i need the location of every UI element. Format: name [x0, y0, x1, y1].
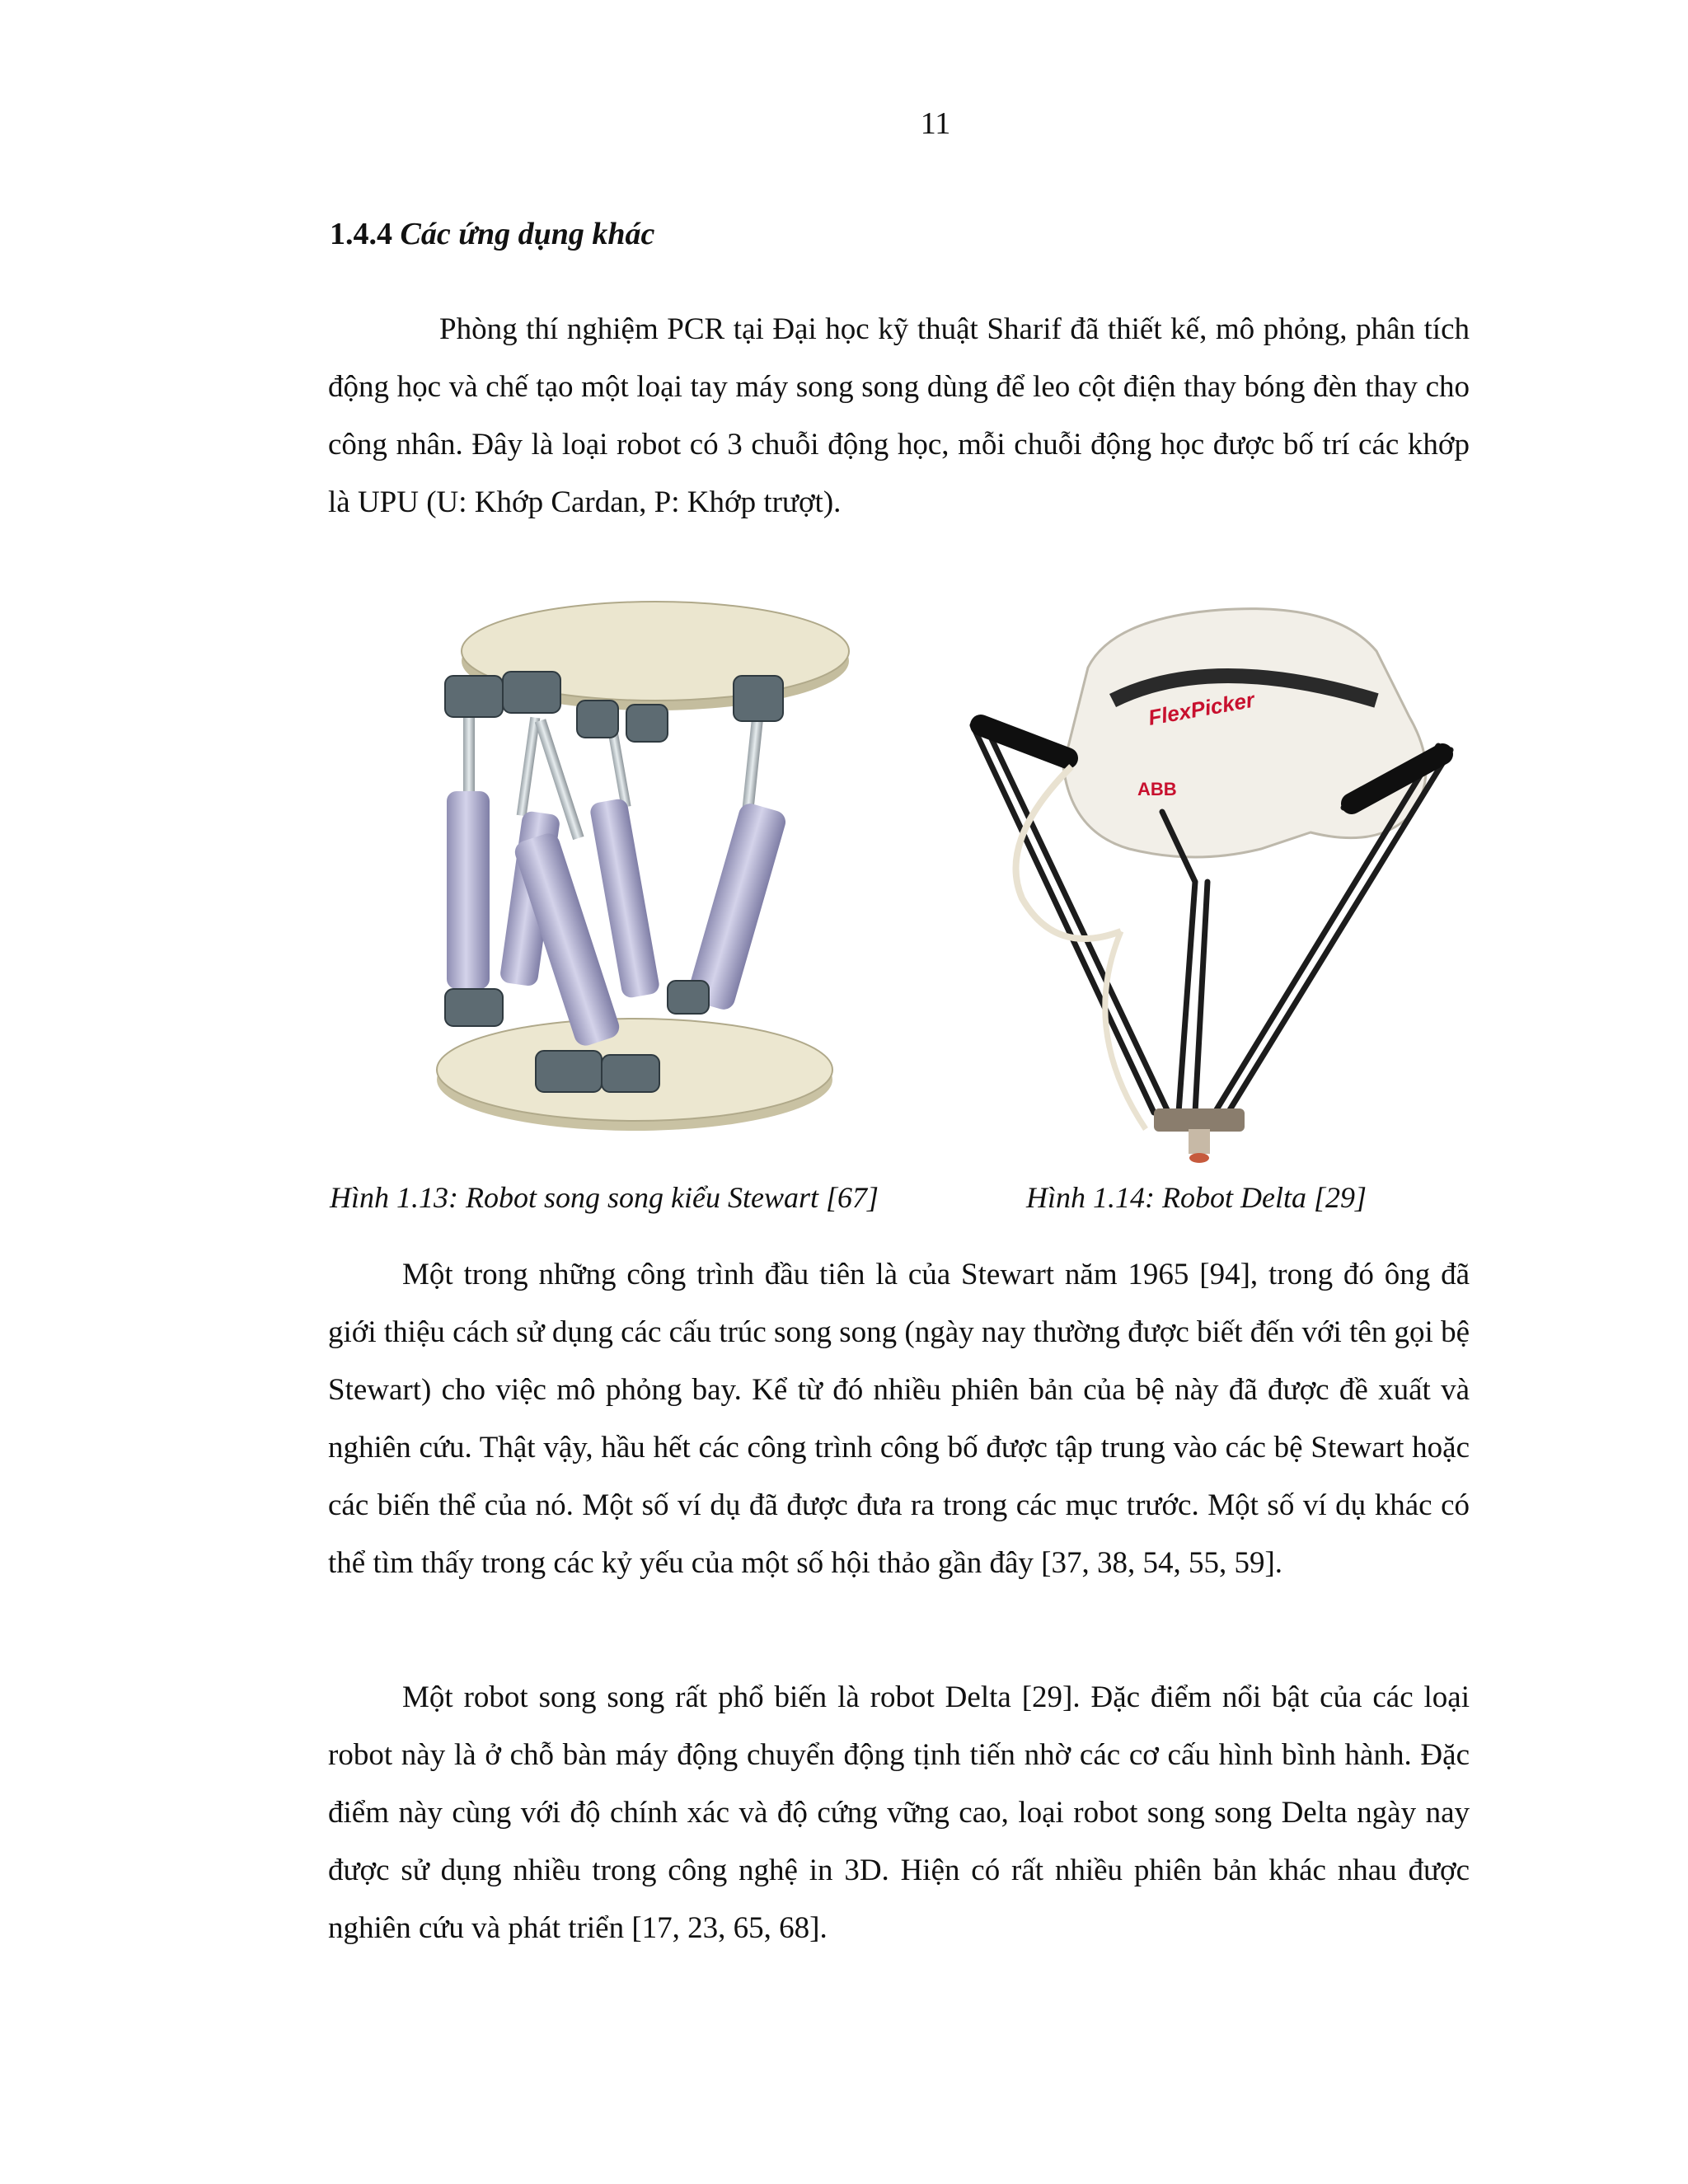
figure-caption-delta: Hình 1.14: Robot Delta [29]	[1026, 1181, 1367, 1214]
section-title: Các ứng dụng khác	[400, 217, 655, 251]
section-number: 1.4.4	[330, 217, 392, 251]
section-heading	[330, 216, 654, 252]
paragraph-stewart: Một trong những công trình đầu tiên là của Stewart năm 1965 [94], trong đó ông đã giới thiệu cách sử dụng các cấu trúc song song (ngày nay thường được biết đến với tên gọi bệ Stewart) cho việc mô phỏng bay. Kể từ đó nhiều phiên bản của bệ này đã được đề xuất và nghiên cứu. Thật vậy, hầu hết các công trình công bố được tập trung vào các bệ Stewart hoặc các biến thể của nó. Một số ví dụ đã được đưa ra trong các mục trước. Một số ví dụ khác có thể tìm thấy trong các kỷ yếu của một số hội thảo gần đây [37, 38, 54, 55, 59].	[328, 1258, 1470, 1580]
paragraph-delta: Một robot song song rất phổ biến là robot Delta [29]. Đặc điểm nổi bật của các loại robot này là ở chỗ bàn máy động chuyển động tịnh tiến nhờ các cơ cấu hình bình hành. Đặc điểm này cùng với độ chính xác và độ cứng vững cao, loại robot song song Delta ngày nay được sử dụng nhiều trong công nghệ in 3D. Hiện có rất nhiều phiên bản khác nhau được nghiên cứu và phát triển [17, 23, 65, 68].	[328, 1680, 1470, 1945]
paragraph-pcr-lab: Phòng thí nghiệm PCR tại Đại học kỹ thuật Sharif đã thiết kế, mô phỏng, phân tích động học và chế tạo một loại tay máy song song dùng để leo cột điện thay bóng đèn thay cho công nhân. Đây là loại robot có 3 chuỗi động học, mỗi chuỗi động học được bố trí các khớp là UPU (U: Khớp Cardan, P: Khớp trượt).	[328, 312, 1470, 519]
figure-caption-stewart: Hình 1.13: Robot song song kiểu Stewart [67]	[330, 1181, 879, 1214]
delta-robot-image	[948, 602, 1484, 1170]
page-number: 11	[920, 106, 951, 141]
flexpicker-logo: FlexPicker	[1146, 687, 1257, 730]
stewart-platform-image	[429, 593, 857, 1162]
abb-logo: ABB	[1137, 779, 1177, 799]
